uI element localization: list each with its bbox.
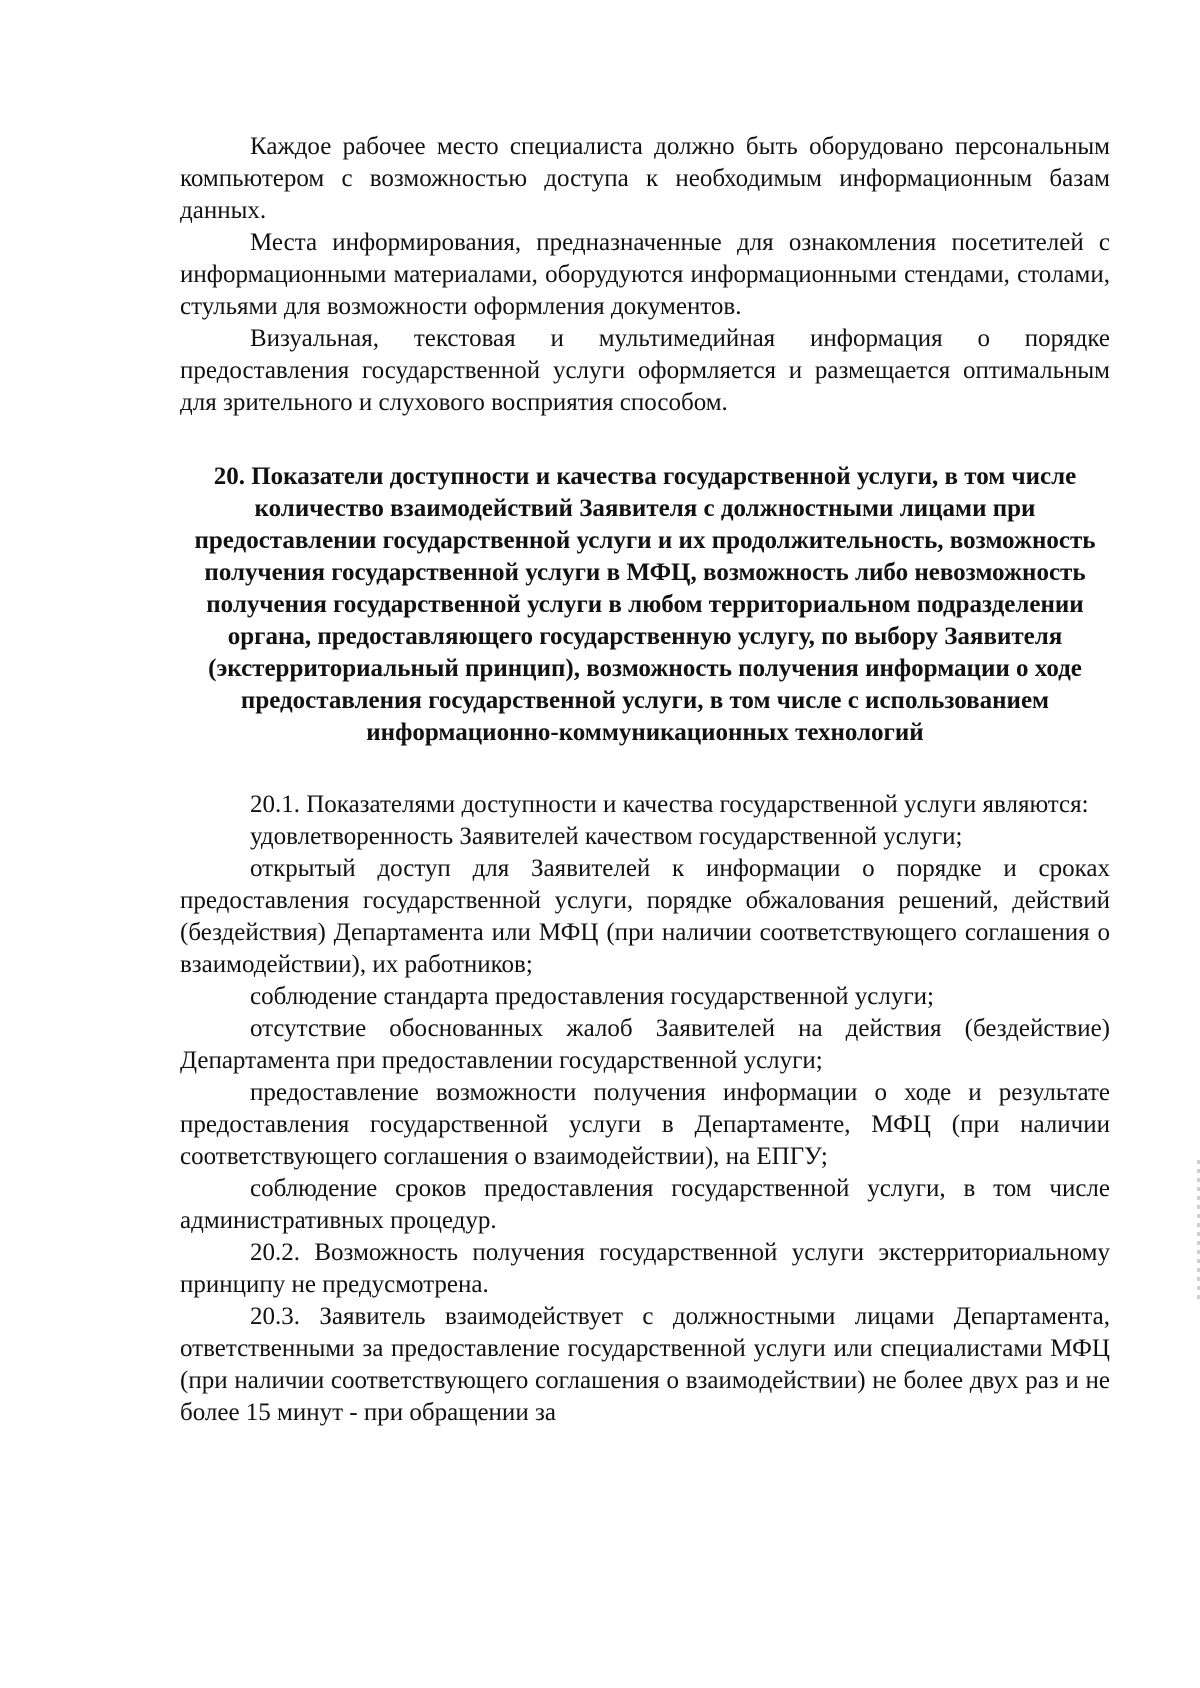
list-item-satisfaction: удовлетворенность Заявителей качеством государственной услуги; <box>250 823 963 850</box>
intro-paragraph-1: Каждое рабочее место специалиста должно быть оборудовано персональным компьютером с возможностью доступа к необходимым информационным базам данных. <box>180 133 1110 224</box>
document-page <box>180 131 1110 1429</box>
paragraph-20-1: 20.1. Показателями доступности и качества государственной услуги являются: <box>250 791 1089 818</box>
list-item-standard-compliance: соблюдение стандарта предоставления государственной услуги; <box>250 983 934 1010</box>
spacer <box>180 419 1110 461</box>
list-item-progress-information: предоставление возможности получения информации о ходе и результате предоставления государственной услуги в Департаменте, МФЦ (при наличии соответствующего соглашения о взаимодействии), на ЕПГУ; <box>180 1079 1110 1170</box>
paragraph-20-3: 20.3. Заявитель взаимодействует с должностными лицами Департамента, ответственными за предоставление государственной услуги или специалистами МФЦ (при наличии соответствующего соглашения о взаимодействии) не более двух раз и не более 15 минут - при обращении за <box>180 1303 1110 1426</box>
intro-paragraph-2: Места информирования, предназначенные для ознакомления посетителей с информационными материалами, оборудуются информационными стендами, столами, стульями для возможности оформления документов. <box>180 229 1110 320</box>
list-item-no-complaints: отсутствие обоснованных жалоб Заявителей на действия (бездействие) Департамента при предоставлении государственной услуги; <box>180 1015 1110 1074</box>
paragraph-20-2: 20.2. Возможность получения государственной услуги экстерриториальному принципу не предусмотрена. <box>180 1239 1110 1298</box>
list-item-deadline-compliance: соблюдение сроков предоставления государственной услуги, в том числе административных процедур. <box>180 1175 1110 1234</box>
list-item-open-access: открытый доступ для Заявителей к информации о порядке и сроках предоставления государственной услуги, порядке обжалования решений, действий (бездействия) Департамента или МФЦ (при наличии соответствующего соглашения о взаимодействии), их работников; <box>180 855 1110 978</box>
section-heading: 20. Показатели доступности и качества государственной услуги, в том числе количество взаимодействий Заявителя с должностными лицами при предоставлении государственной услуги и их продолжительность, возможность получения государственной услуги в МФЦ, возможность либо невозможность получения государственной услуги в любом территориальном подразделении органа, предоставляющего государственную услугу, по выбору Заявителя (экстерриториальный принцип), возможность получения информации о ходе предоставления государственной услуги, в том числе с использованием информационно-коммуникационных технологий <box>194 463 1096 746</box>
intro-paragraph-3: Визуальная, текстовая и мультимедийная информация о порядке предоставления государственной услуги оформляется и размещается оптимальным для зрительного и слухового восприятия способом. <box>180 325 1110 416</box>
spacer <box>180 749 1110 789</box>
